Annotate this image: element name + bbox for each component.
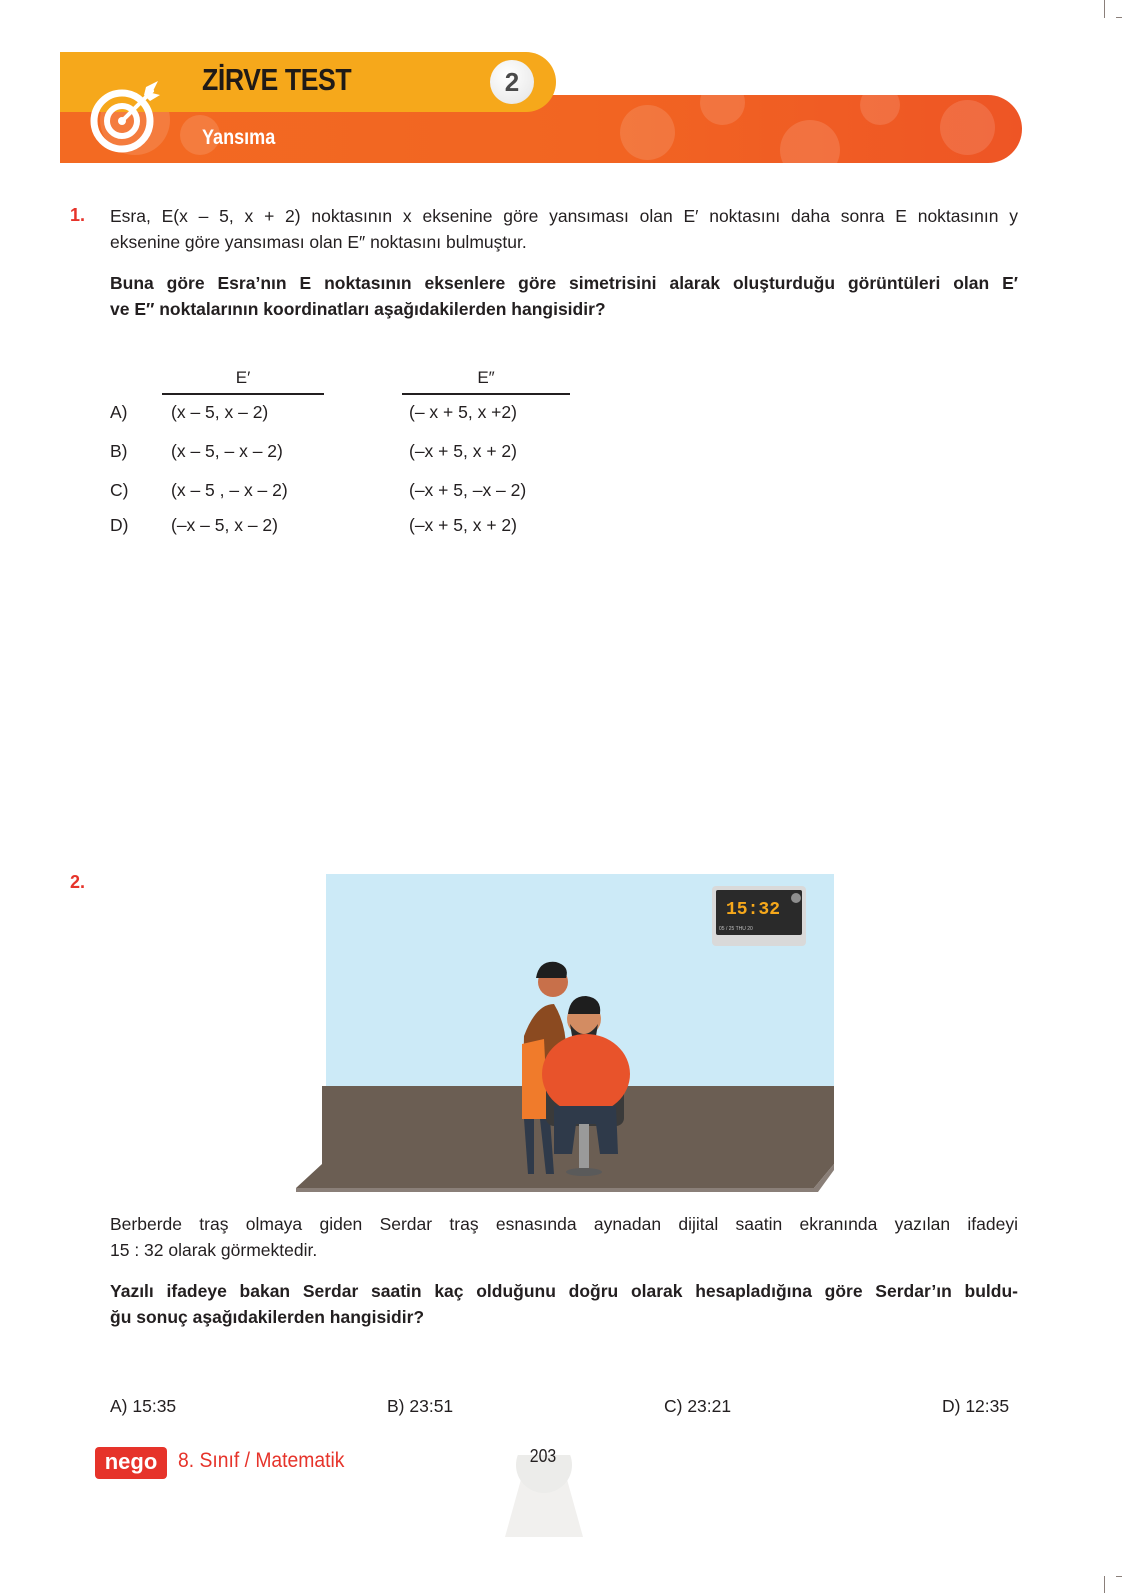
answer-option-a[interactable]: A) 15:35 [110,1396,177,1416]
question-prompt-line: ve E″ noktalarının koordinatları aşağıdakilerden hangisidir? [110,299,606,319]
column-rule [162,393,324,395]
question-prompt-line: ğu sonuç aşağıdakilerden hangisidir? [110,1307,425,1327]
option-letter: B) [110,441,128,461]
question-number: 1. [70,205,86,225]
digital-clock [712,886,806,946]
clock-info: 05 / 25 THU 20 [719,926,753,932]
question-prompt [110,270,1018,322]
option-e-double-prime: (–x + 5, x + 2) [409,515,517,535]
crop-mark [1104,1576,1105,1593]
option-letter: A) [110,402,128,422]
test-number-badge: 2 [490,60,534,104]
option-e-double-prime: (– x + 5, x +2) [409,402,517,422]
topic-subtitle: Yansıma [202,126,276,149]
option-e-prime: (–x – 5, x – 2) [171,515,278,535]
test-title: ZİRVE TEST [202,62,352,97]
question-prompt [110,1278,1018,1330]
option-e-prime: (x – 5 , – x – 2) [171,480,288,500]
publisher-logo: nego [95,1447,167,1479]
question-prompt-line: Buna göre Esra’nın E noktasının eksenlere göre simetrisini alarak oluşturduğu görüntüleri olan E′ [110,273,1018,293]
answer-option-b[interactable]: B) 23:51 [387,1396,454,1416]
barber-shop-illustration [296,874,834,1192]
question-text-line: 15 : 32 olarak görmektedir. [110,1240,318,1260]
question-number: 2. [70,872,86,892]
question-text-line: Berberde traş olmaya giden Serdar traş esnasında aynadan dijital saatin ekranında yazılan ifadeyi [110,1214,1018,1234]
option-e-double-prime: (–x + 5, x + 2) [409,441,517,461]
question-text [110,1211,1018,1263]
column-rule [402,393,570,395]
option-e-prime: (x – 5, x – 2) [171,402,269,422]
course-label: 8. Sınıf / Matematik [178,1449,345,1472]
target-arrow-icon [86,75,166,155]
column-header-e-double-prime: E″ [477,368,495,387]
crop-mark [1116,17,1122,18]
page-number: 203 [529,1446,557,1466]
option-letter: C) [110,480,129,500]
answer-option-d[interactable]: D) 12:35 [942,1396,1010,1416]
question-text [110,203,1018,255]
question-text-line: eksenine göre yansıması olan E″ noktasını bulmuştur. [110,232,527,252]
page-number-tab [503,1455,585,1537]
crop-mark [1116,1576,1122,1577]
crop-mark [1104,0,1105,18]
question-text-line: Esra, E(x – 5, x + 2) noktasının x eksenine göre yansıması olan E′ noktasını daha sonra E noktasının y [110,206,1018,226]
option-e-double-prime: (–x + 5, –x – 2) [409,480,527,500]
column-header-e-prime: E′ [235,368,251,387]
answer-option-c[interactable]: C) 23:21 [664,1396,732,1416]
option-e-prime: (x – 5, – x – 2) [171,441,283,461]
option-letter: D) [110,515,129,535]
clock-time: 15:32 [726,900,781,920]
question-prompt-line: Yazılı ifadeye bakan Serdar saatin kaç olduğunu doğru olarak hesapladığına göre Serdar’ın buldu- [110,1281,1018,1301]
